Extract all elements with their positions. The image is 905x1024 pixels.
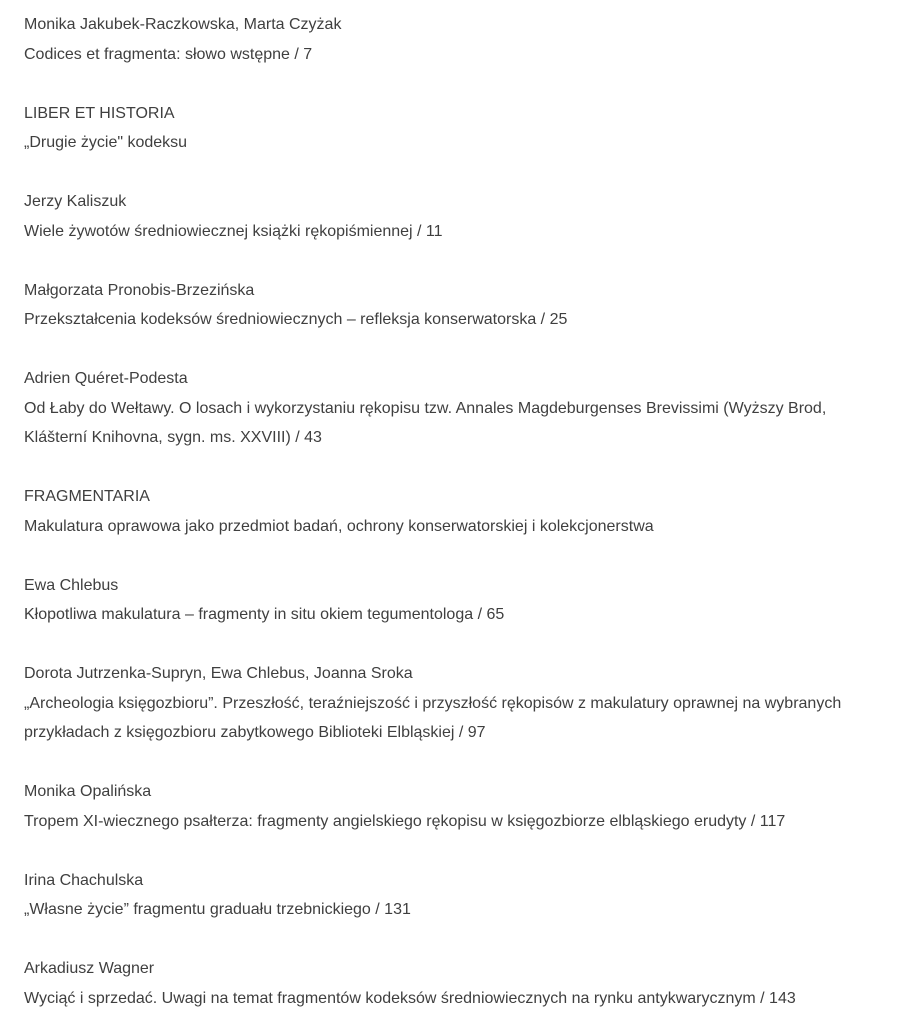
section-heading: FRAGMENTARIA: [24, 488, 150, 505]
toc-entry: [24, 777, 893, 836]
entry-title: Od Łaby do Wełtawy. O losach i wykorzystaniu rękopisu tzw. Annales Magdeburgenses Brevissimi (Wyższy Brod, Klášterní Knihovna, sygn. ms. XXVIII) / 43: [24, 399, 827, 446]
toc-entry: [24, 276, 893, 335]
toc-section: [24, 482, 893, 541]
entry-authors: Dorota Jutrzenka-Supryn, Ewa Chlebus, Joanna Sroka: [24, 665, 413, 682]
entry-title: Tropem XI-wiecznego psałterza: fragmenty angielskiego rękopisu w księgozbiorze elbląskiego erudyty / 117: [24, 812, 786, 830]
entry-title: „Własne życie” fragmentu graduału trzebnickiego / 131: [24, 901, 411, 918]
entry-title: Wiele żywotów średniowiecznej książki rękopiśmiennej / 11: [24, 222, 443, 240]
section-subtitle: „Drugie życie" kodeksu: [24, 134, 188, 151]
entry-authors: Irina Chachulska: [24, 871, 144, 889]
toc-section: [24, 99, 893, 158]
entry-authors: Monika Opalińska: [24, 783, 152, 800]
toc-entry: [24, 571, 893, 630]
entry-title: Przekształcenia kodeksów średniowiecznych – refleksja konserwatorska / 25: [24, 311, 568, 328]
toc-entry: [24, 954, 893, 1013]
entry-title: „Archeologia księgozbioru”. Przeszłość, teraźniejszość i przyszłość rękopisów z makulatury oprawnej na wybranych przykładach z księgozbioru zabytkowego Biblioteki Elbląskiej / 97: [24, 694, 842, 741]
entry-authors: Jerzy Kaliszuk: [24, 193, 127, 210]
entry-authors: Małgorzata Pronobis-Brzezińska: [24, 281, 255, 299]
toc-entry: [24, 187, 893, 246]
toc-entry: [24, 659, 893, 748]
section-subtitle: Makulatura oprawowa jako przedmiot badań, ochrony konserwatorskiej i kolekcjonerstwa: [24, 517, 654, 535]
toc-entry: [24, 364, 893, 453]
entry-authors: Adrien Quéret-Podesta: [24, 370, 188, 387]
toc-entry: [24, 866, 893, 925]
entry-authors: Arkadiusz Wagner: [24, 960, 155, 977]
entry-authors: Monika Jakubek-Raczkowska, Marta Czyżak: [24, 16, 342, 33]
entry-title: Codices et fragmenta: słowo wstępne / 7: [24, 45, 313, 63]
entry-title: Wyciąć i sprzedać. Uwagi na temat fragmentów kodeksów średniowiecznych na rynku antykwarycznym / 143: [24, 989, 796, 1007]
toc-entry: [24, 10, 893, 69]
entry-title: Kłopotliwa makulatura – fragmenty in situ okiem tegumentologa / 65: [24, 606, 505, 623]
section-heading: LIBER ET HISTORIA: [24, 104, 175, 122]
entry-authors: Ewa Chlebus: [24, 576, 119, 594]
